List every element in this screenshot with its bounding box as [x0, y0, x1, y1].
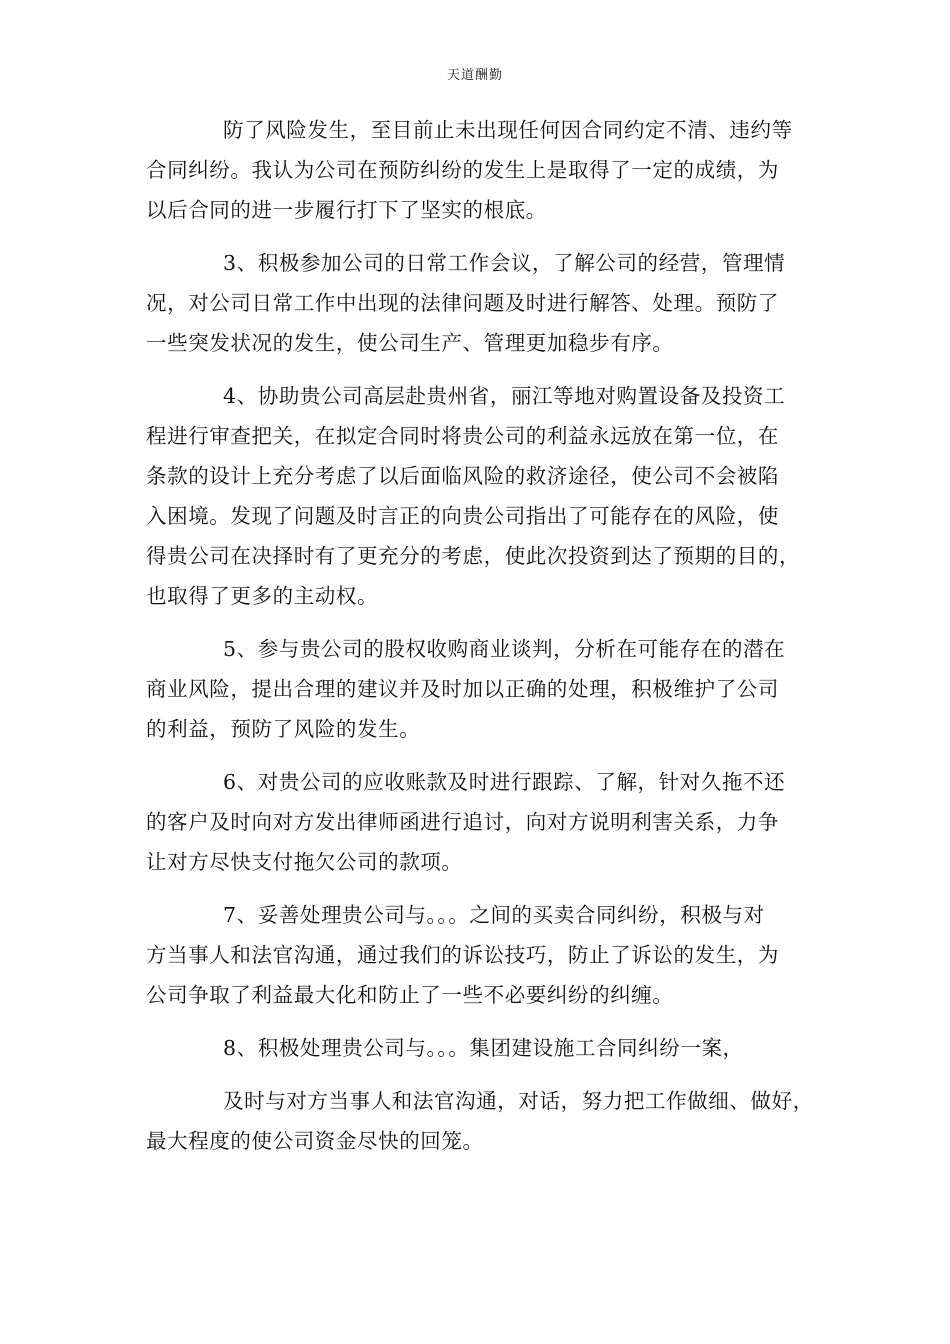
paragraph-item-6	[146, 762, 826, 882]
paragraph-item-8-continued	[146, 1081, 826, 1161]
text-line: 条款的设计上充分考虑了以后面临风险的救济途径，使公司不会被陷	[146, 464, 779, 488]
document-body	[146, 110, 826, 1174]
paragraph-risk-prevention	[146, 110, 826, 230]
text-line: 4、协助贵公司高层赴贵州省，丽江等地对购置设备及投资工	[223, 384, 786, 408]
text-line: 入困境。发现了问题及时言正的向贵公司指出了可能存在的风险，使	[146, 504, 779, 528]
text-line: 最大程度的使公司资金尽快的回笼。	[146, 1129, 484, 1153]
text-line: 程进行审查把关，在拟定合同时将贵公司的利益永远放在第一位，在	[146, 424, 779, 448]
text-line: 5、参与贵公司的股权收购商业谈判，分析在可能存在的潜在	[223, 637, 786, 661]
text-line: 商业风险，提出合理的建议并及时加以正确的处理，积极维护了公司	[146, 677, 779, 701]
text-line: 一些突发状况的发生，使公司生产、管理更加稳步有序。	[146, 331, 674, 355]
text-line: 7、妥善处理贵公司与。。。之间的买卖合同纠纷，积极与对	[223, 903, 765, 927]
text-line: 的利益，预防了风险的发生。	[146, 717, 421, 741]
page-header: 天道酬勤	[446, 68, 503, 83]
text-line: 方当事人和法官沟通，通过我们的诉讼技巧，防止了诉讼的发生，为	[146, 943, 779, 967]
text-line: 得贵公司在决择时有了更充分的考虑，使此次投资到达了预期的目的，	[146, 544, 801, 568]
paragraph-item-4	[146, 376, 826, 616]
text-line: 6、对贵公司的应收账款及时进行跟踪、了解，针对久拖不还	[223, 770, 786, 794]
paragraph-item-8	[146, 1028, 826, 1068]
text-line: 3、积极参加公司的日常工作会议，了解公司的经营，管理情	[223, 251, 786, 275]
text-line: 以后合同的进一步履行打下了坚实的根底。	[146, 198, 547, 222]
text-line: 防了风险发生，至目前止未出现任何因合同约定不清、违约等	[223, 118, 793, 142]
text-line: 况，对公司日常工作中出现的法律问题及时进行解答、处理。预防了	[146, 291, 779, 315]
text-line: 让对方尽快支付拖欠公司的款项。	[146, 850, 463, 874]
text-line: 及时与对方当事人和法官沟通，对话，努力把工作做细、做好，	[223, 1089, 814, 1113]
paragraph-item-7	[146, 895, 826, 1015]
text-line: 8、积极处理贵公司与。。。集团建设施工合同纠纷一案，	[223, 1036, 744, 1060]
text-line: 公司争取了利益最大化和防止了一些不必要纠纷的纠缠。	[146, 983, 674, 1007]
paragraph-item-3	[146, 243, 826, 363]
text-line: 也取得了更多的主动权。	[146, 584, 379, 608]
text-line: 合同纠纷。我认为公司在预防纠纷的发生上是取得了一定的成绩，为	[146, 158, 779, 182]
text-line: 的客户及时向对方发出律师函进行追讨，向对方说明利害关系，力争	[146, 810, 779, 834]
paragraph-item-5	[146, 629, 826, 749]
